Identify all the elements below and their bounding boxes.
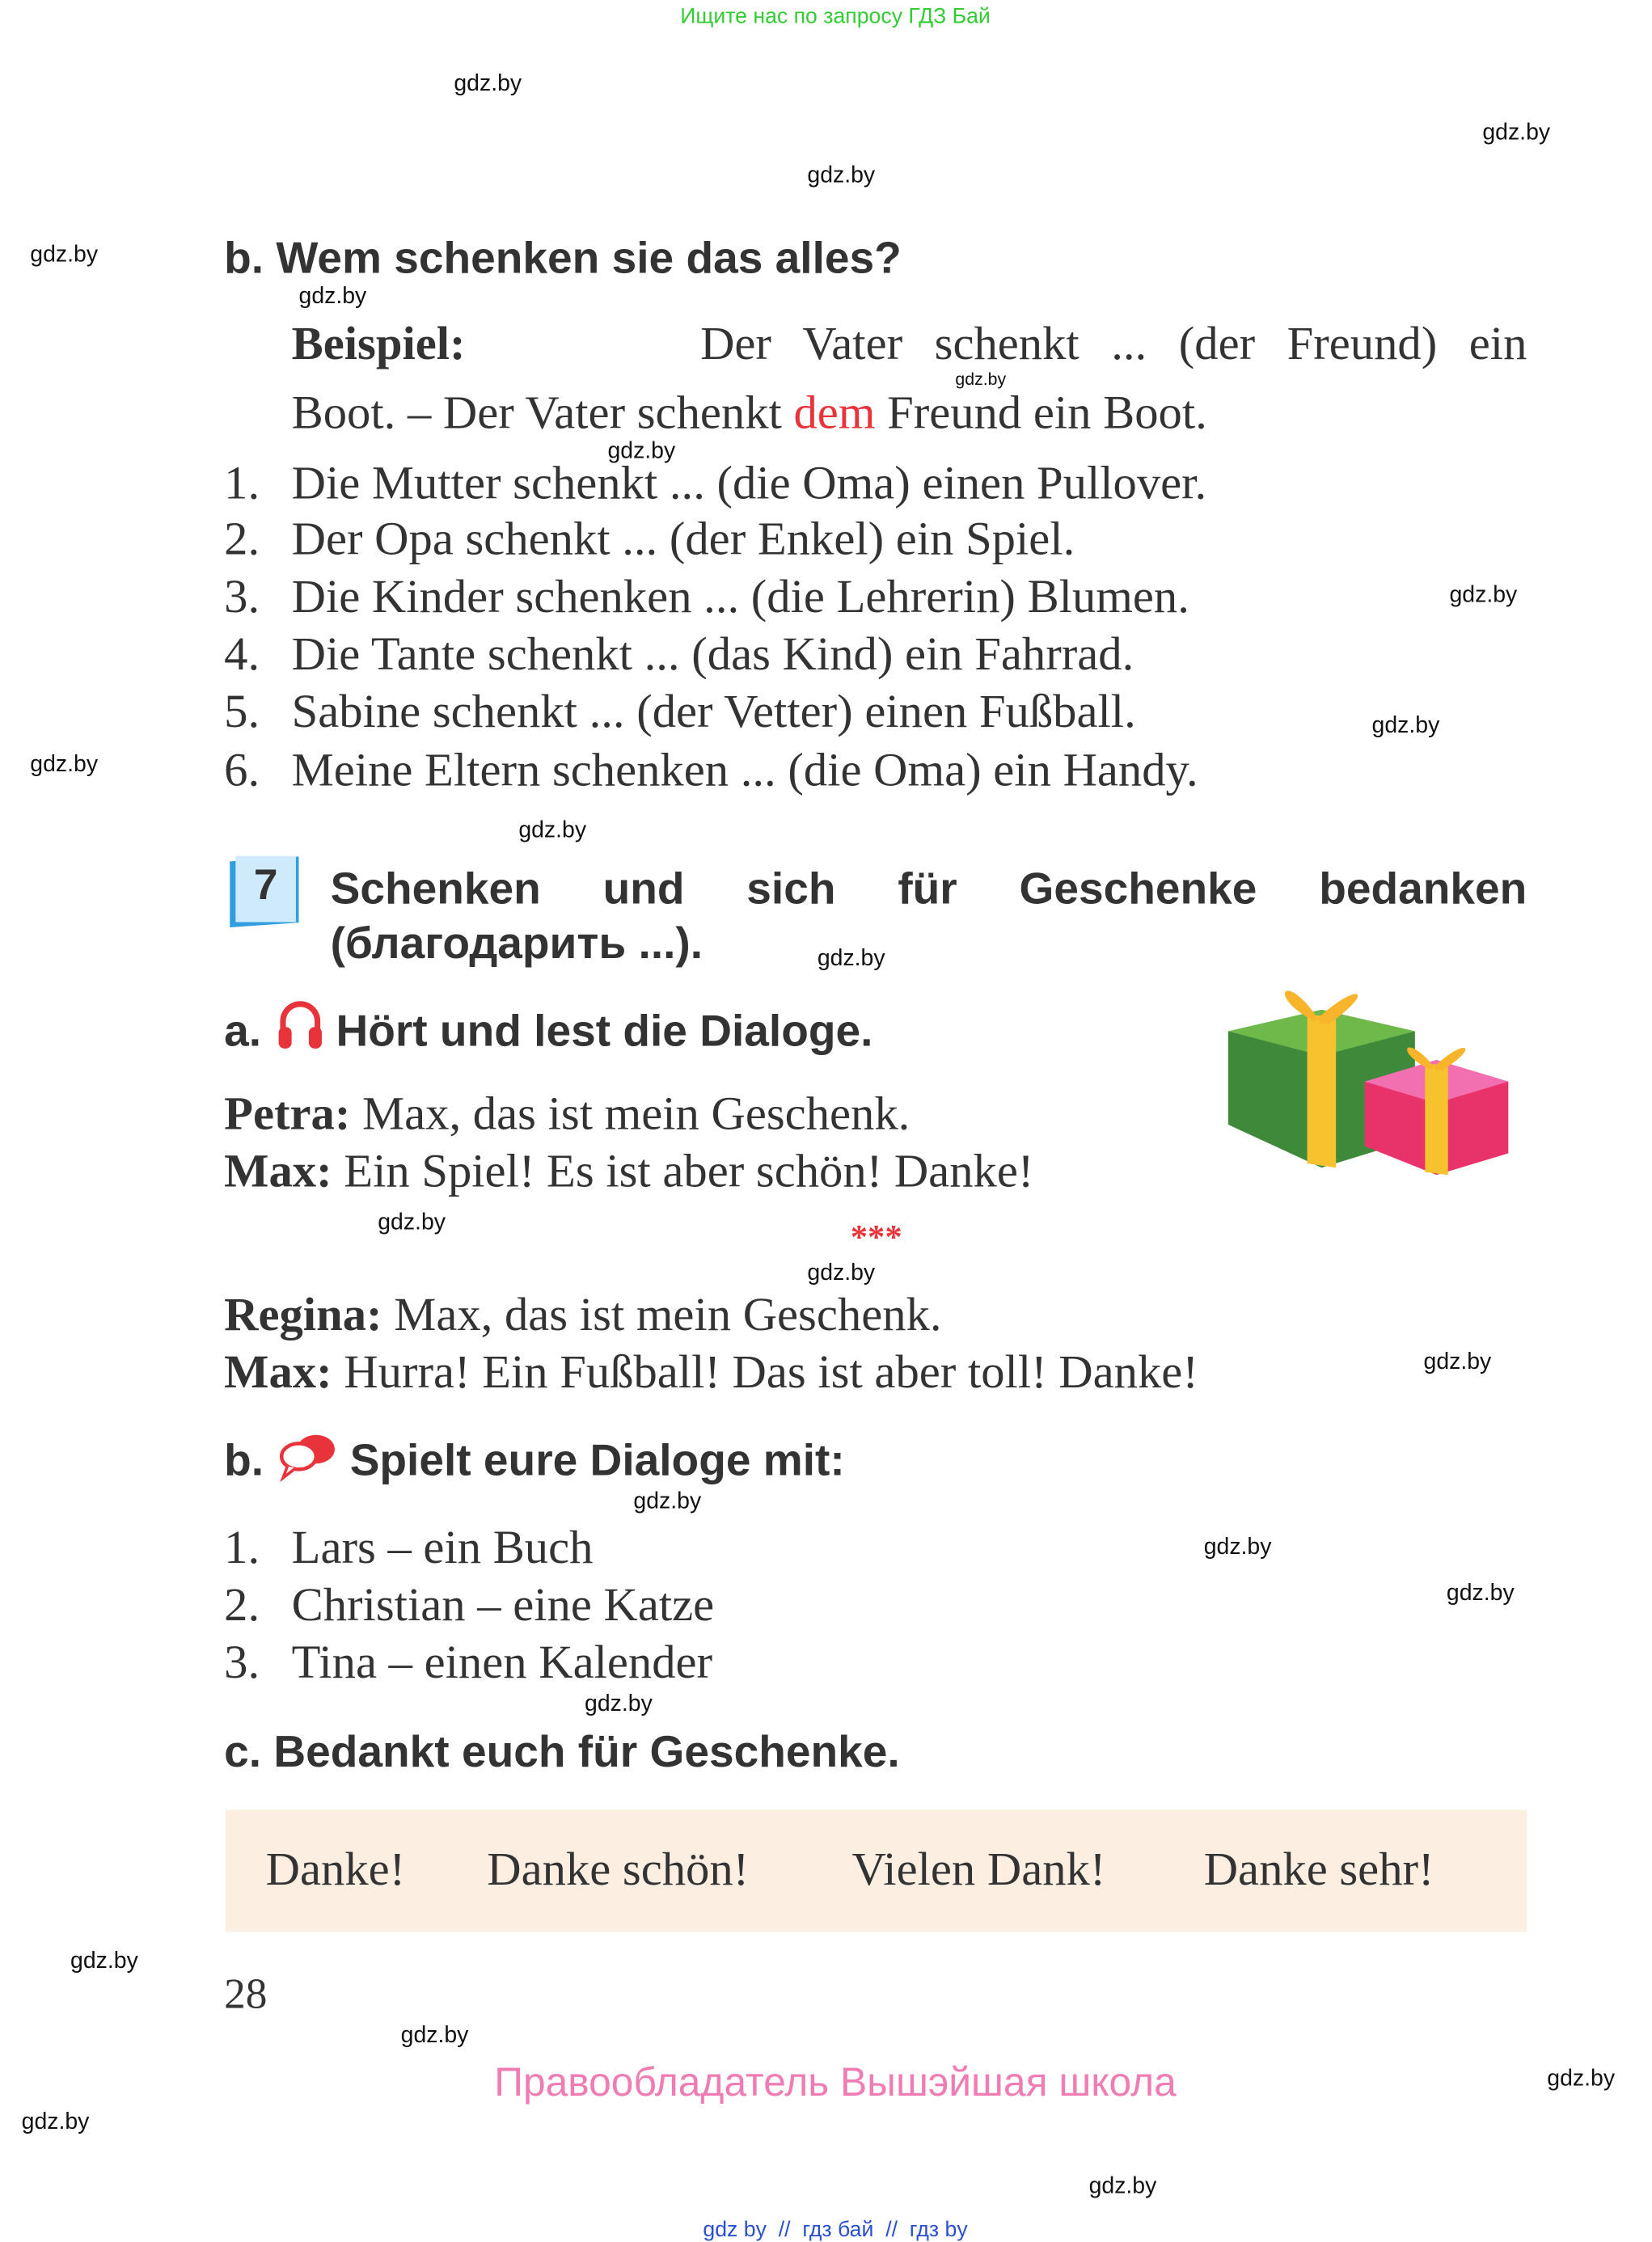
dialog-line bbox=[224, 1146, 1034, 1198]
phrase: Danke schön! bbox=[487, 1844, 750, 1896]
watermark: gdz.by bbox=[400, 2024, 469, 2049]
exercise-title-line-1 bbox=[331, 864, 1527, 914]
list-item bbox=[224, 1580, 715, 1632]
speaker: Regina: bbox=[224, 1290, 382, 1342]
item-number: 1. bbox=[224, 1522, 260, 1575]
list-item bbox=[224, 458, 1207, 510]
watermark: gdz.by bbox=[378, 1210, 446, 1235]
watermark: gdz.by bbox=[454, 71, 522, 97]
watermark: gdz.by bbox=[807, 1260, 876, 1286]
part-heading: Hört und lest die Dialoge. bbox=[336, 1005, 873, 1056]
watermark: gdz.by bbox=[585, 1691, 653, 1716]
title-word: Geschenke bbox=[1019, 863, 1257, 914]
phrase: Danke sehr! bbox=[1203, 1844, 1434, 1896]
item-number: 3. bbox=[224, 1637, 260, 1690]
copyright-notice: Правообладатель Вышэйшая школа bbox=[494, 2059, 1177, 2105]
example-text-a: Boot. – Der Vater schenkt bbox=[291, 387, 782, 440]
item-number: 5. bbox=[224, 686, 260, 739]
item-text: Der Opa schenkt ... (der Enkel) ein Spiel. bbox=[291, 513, 1075, 566]
speaker: Max: bbox=[224, 1146, 332, 1198]
part-b-heading bbox=[224, 1430, 845, 1491]
title-word: sich bbox=[746, 863, 836, 914]
part-a-heading bbox=[224, 999, 872, 1062]
phrase: Danke! bbox=[265, 1844, 406, 1896]
item-text: Christian – eine Katze bbox=[291, 1580, 715, 1632]
item-number: 6. bbox=[224, 745, 260, 797]
example-text: Der Vater schenkt ... (der Freund) ein bbox=[700, 319, 1527, 371]
dialog-line bbox=[224, 1290, 942, 1342]
watermark: gdz.by bbox=[1449, 583, 1518, 608]
item-number: 2. bbox=[224, 513, 260, 566]
dialog-text: Max, das ist mein Geschenk. bbox=[362, 1088, 911, 1141]
list-item bbox=[224, 513, 1075, 566]
item-text: Sabine schenkt ... (der Vetter) einen Fußball. bbox=[291, 686, 1136, 739]
speaker: Petra: bbox=[224, 1088, 351, 1141]
page-number: 28 bbox=[224, 1970, 268, 2018]
watermark: gdz.by bbox=[1371, 713, 1440, 739]
dialog-text: Ein Spiel! Es ist aber schön! Danke! bbox=[344, 1146, 1034, 1198]
speaker: Max: bbox=[224, 1347, 332, 1400]
watermark: gdz.by bbox=[633, 1489, 702, 1514]
footer-links[interactable]: gdz by // гдз бай // гдз by bbox=[703, 2217, 968, 2242]
watermark: gdz.by bbox=[518, 818, 587, 843]
separator-stars: *** bbox=[850, 1219, 902, 1257]
watermark: gdz.by bbox=[1423, 1349, 1492, 1375]
list-item bbox=[224, 1522, 594, 1575]
example-text-b: Freund ein Boot. bbox=[887, 387, 1207, 440]
speech-bubbles-icon bbox=[275, 1430, 338, 1482]
part-heading: Spielt eure Dialoge mit: bbox=[349, 1434, 845, 1485]
list-item bbox=[224, 629, 1134, 682]
item-text: Die Kinder schenken ... (die Lehrerin) Blumen. bbox=[291, 572, 1189, 624]
part-c-heading: c. Bedankt euch für Geschenke. bbox=[224, 1726, 900, 1777]
item-number: 4. bbox=[224, 629, 260, 682]
headphones-icon[interactable] bbox=[276, 999, 324, 1051]
title-word: Schenken bbox=[330, 863, 541, 914]
item-number: 2. bbox=[224, 1580, 260, 1632]
dialog-line bbox=[224, 1088, 911, 1141]
watermark: gdz.by bbox=[30, 243, 99, 268]
watermark: gdz.by bbox=[30, 752, 99, 778]
item-text: Tina – einen Kalender bbox=[291, 1637, 713, 1690]
gift-boxes-image bbox=[1221, 967, 1523, 1182]
watermark: gdz.by bbox=[955, 369, 1007, 390]
exercise-badge bbox=[227, 853, 302, 927]
watermark: gdz.by bbox=[1088, 2174, 1157, 2199]
item-text: Meine Eltern schenken ... (die Oma) ein Handy. bbox=[291, 745, 1198, 797]
title-word: bedanken bbox=[1319, 863, 1527, 914]
top-banner[interactable]: Ищите нас по запросу ГДЗ Бай bbox=[680, 4, 991, 29]
section-b-heading: b. Wem schenken sie das alles? bbox=[224, 232, 902, 283]
watermark: gdz.by bbox=[1203, 1535, 1272, 1560]
watermark: gdz.by bbox=[70, 1949, 138, 1974]
part-letter: b. bbox=[224, 1434, 264, 1485]
example-line-1 bbox=[291, 319, 1527, 371]
exercise-number: 7 bbox=[253, 861, 278, 910]
exercise-title-line-2: (благодарить ...). bbox=[330, 918, 703, 969]
dialog-text: Hurra! Ein Fußball! Das ist aber toll! Danke! bbox=[344, 1347, 1198, 1400]
item-text: Die Tante schenkt ... (das Kind) ein Fahrrad. bbox=[291, 629, 1134, 682]
dialog-text: Max, das ist mein Geschenk. bbox=[394, 1290, 942, 1342]
example-highlight: dem bbox=[793, 387, 876, 440]
dialog-line bbox=[224, 1347, 1198, 1400]
list-item bbox=[224, 572, 1189, 624]
part-letter: a. bbox=[224, 1005, 262, 1056]
watermark: gdz.by bbox=[1446, 1581, 1515, 1607]
example-line-2 bbox=[291, 387, 1207, 440]
title-word: für bbox=[898, 863, 957, 914]
list-item bbox=[224, 1637, 713, 1690]
item-number: 1. bbox=[224, 458, 260, 510]
watermark: gdz.by bbox=[817, 946, 885, 971]
item-text: Lars – ein Buch bbox=[291, 1522, 594, 1575]
watermark: gdz.by bbox=[1482, 120, 1551, 146]
watermark: gdz.by bbox=[298, 284, 367, 309]
watermark: gdz.by bbox=[607, 439, 676, 464]
example-label: Beispiel: bbox=[291, 319, 466, 371]
watermark: gdz.by bbox=[807, 163, 876, 188]
list-item bbox=[224, 686, 1136, 739]
title-word: und bbox=[602, 863, 685, 914]
watermark: gdz.by bbox=[1547, 2067, 1616, 2092]
phrases-box bbox=[226, 1809, 1527, 1932]
item-number: 3. bbox=[224, 572, 260, 624]
watermark: gdz.by bbox=[21, 2109, 90, 2134]
phrase: Vielen Dank! bbox=[851, 1844, 1106, 1896]
item-text: Die Mutter schenkt ... (die Oma) einen Pullover. bbox=[291, 458, 1207, 510]
list-item bbox=[224, 745, 1198, 797]
